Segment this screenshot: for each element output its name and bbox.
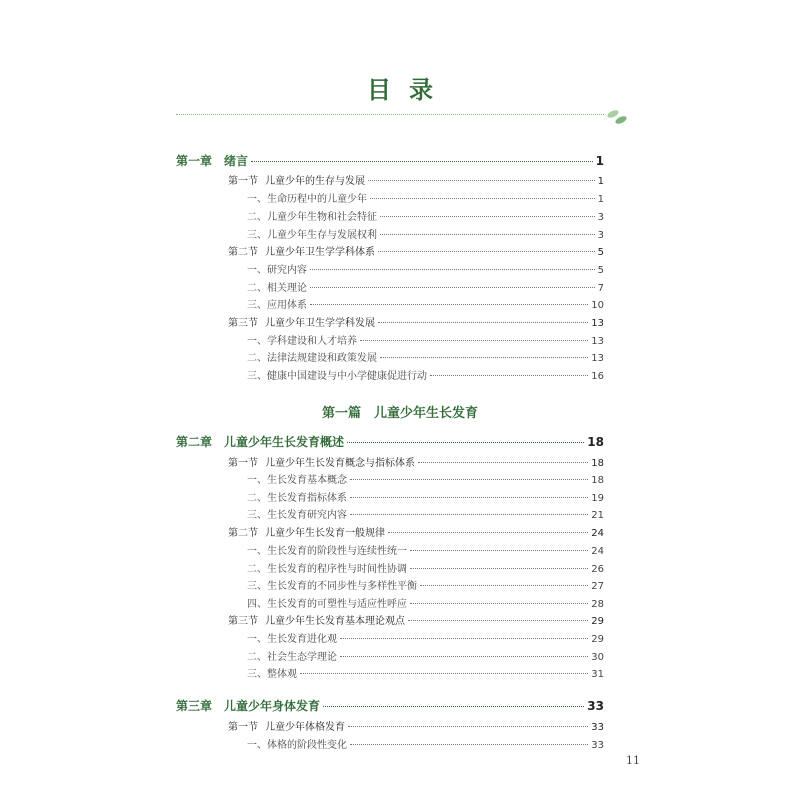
dot-leader [430,375,588,376]
toc-item[interactable] [247,489,604,504]
section-label: 第一节 [228,176,258,187]
item-title: 二、生长发育的程序性与时间性协调 [247,564,407,575]
toc-section[interactable] [228,454,604,469]
item-title: 一、学科建设和人才培养 [247,336,357,347]
page-ref: 16 [591,371,604,382]
dot-leader [388,532,588,533]
item-title: 二、社会生态学理论 [247,652,337,663]
toc-item[interactable] [247,736,604,751]
page-ref: 13 [591,318,604,329]
section-title: 儿童少年生长发育概念与指标体系 [265,458,415,469]
dot-leader [380,357,588,358]
chapter-title: 绪言 [224,154,249,168]
toc-chapter-2[interactable] [176,433,604,450]
toc-item[interactable] [247,208,604,223]
toc-item[interactable] [247,261,604,276]
toc-item[interactable] [247,296,604,311]
page-ref: 26 [591,564,604,575]
dot-leader [410,603,588,604]
dot-leader [408,620,588,621]
item-title: 三、健康中国建设与中小学健康促进行动 [247,371,427,382]
item-title: 二、儿童少年生物和社会特征 [247,212,377,223]
page-ref: 33 [591,722,604,733]
dot-leader [420,585,588,586]
toc-item[interactable] [247,349,604,364]
section-title: 儿童少年卫生学学科体系 [265,247,375,258]
toc-item[interactable] [247,332,604,347]
item-title: 三、应用体系 [247,300,307,311]
dot-leader [347,442,584,443]
dot-leader [350,497,588,498]
dot-leader [310,287,595,288]
toc-item[interactable] [247,595,604,610]
item-title: 一、生长发育进化观 [247,634,337,645]
page-ref: 3 [597,212,604,223]
dot-leader [418,462,588,463]
toc-item[interactable] [247,226,604,241]
toc-section[interactable] [228,314,604,329]
dot-leader [300,673,588,674]
item-title: 三、儿童少年生存与发展权利 [247,230,377,241]
dot-leader [251,161,593,162]
toc-item[interactable] [247,577,604,592]
dot-leader [360,340,588,341]
section-title: 儿童少年的生存与发展 [265,176,365,187]
toc-item[interactable] [247,367,604,382]
page-ref: 5 [597,265,604,276]
toc-section[interactable] [228,718,604,733]
item-title: 一、生长发育的阶段性与连续性统一 [247,546,407,557]
page-ref: 18 [591,475,604,486]
toc-item[interactable] [247,190,604,205]
page-ref: 33 [591,740,604,751]
toc-item[interactable] [247,665,604,680]
section-label: 第二节 [228,528,258,539]
item-title: 三、整体观 [247,669,297,680]
item-title: 二、法律法规建设和政策发展 [247,353,377,364]
toc-section[interactable] [228,524,604,539]
section-title: 儿童少年卫生学学科发展 [265,318,375,329]
item-title: 三、生长发育的不同步性与多样性平衡 [247,581,417,592]
dot-leader [310,304,588,305]
dot-leader [380,216,595,217]
dot-leader [378,322,588,323]
section-title: 儿童少年生长发育一般规律 [265,528,385,539]
toc-item[interactable] [247,630,604,645]
dot-leader [350,514,588,515]
page-ref: 13 [591,353,604,364]
item-title: 一、生长发育基本概念 [247,475,347,486]
item-title: 二、相关理论 [247,283,307,294]
chapter-title: 儿童少年生长发育概述 [224,435,345,449]
page-ref: 28 [591,599,604,610]
part-heading: 第一篇 儿童少年生长发育 [321,406,478,421]
dot-leader [350,479,588,480]
chapter-label: 第三章 [176,699,213,713]
toc-section[interactable] [228,243,604,258]
item-title: 一、生命历程中的儿童少年 [247,194,367,205]
page-ref: 3 [597,230,604,241]
toc-item[interactable] [247,279,604,294]
page-ref: 5 [597,247,604,258]
page-ref: 18 [587,435,604,449]
toc-item[interactable] [247,471,604,486]
section-title: 儿童少年生长发育基本理论观点 [265,616,405,627]
page-ref: 10 [591,300,604,311]
page-ref: 18 [591,458,604,469]
dot-leader [380,234,595,235]
section-label: 第三节 [228,616,258,627]
item-title: 一、体格的阶段性变化 [247,740,347,751]
page-ref: 27 [591,581,604,592]
dot-leader [340,638,588,639]
dot-leader [368,180,595,181]
section-title: 儿童少年体格发育 [265,722,345,733]
page-ref: 29 [591,616,604,627]
dot-leader [370,198,595,199]
page-ref: 21 [591,510,604,521]
page-ref: 1 [597,176,604,187]
page-ref: 7 [597,283,604,294]
item-title: 一、研究内容 [247,265,307,276]
page-ref: 29 [591,634,604,645]
item-title: 二、生长发育指标体系 [247,493,347,504]
page-ref: 1 [595,154,604,168]
page-title: 目录 [367,76,451,104]
page-number: 11 [626,754,640,767]
page-ref: 30 [591,652,604,663]
dot-leader [350,744,588,745]
toc-item[interactable] [247,648,604,663]
dot-leader [378,251,595,252]
dot-leader [410,568,588,569]
toc-chapter-1[interactable] [176,152,604,169]
dot-leader [348,726,588,727]
page-ref: 31 [591,669,604,680]
toc-section[interactable] [228,172,604,187]
dot-leader [310,269,595,270]
section-label: 第一节 [228,458,258,469]
section-label: 第三节 [228,318,258,329]
section-label: 第一节 [228,722,258,733]
page-ref: 19 [591,493,604,504]
section-label: 第二节 [228,247,258,258]
page-ref: 1 [597,194,604,205]
page-ref: 33 [587,699,604,713]
item-title: 四、生长发育的可塑性与适应性呼应 [247,599,407,610]
chapter-title: 儿童少年身体发育 [224,699,321,713]
page-ref: 24 [591,528,604,539]
toc-item[interactable] [247,506,604,521]
toc-item[interactable] [247,560,604,575]
toc-section[interactable] [228,612,604,627]
chapter-label: 第一章 [176,154,213,168]
toc-item[interactable] [247,542,604,557]
dot-leader [340,656,588,657]
dot-leader [323,706,584,707]
item-title: 三、生长发育研究内容 [247,510,347,521]
toc-chapter-3[interactable] [176,697,604,714]
page-ref: 24 [591,546,604,557]
dot-leader [410,550,588,551]
page-ref: 13 [591,336,604,347]
chapter-label: 第二章 [176,435,213,449]
